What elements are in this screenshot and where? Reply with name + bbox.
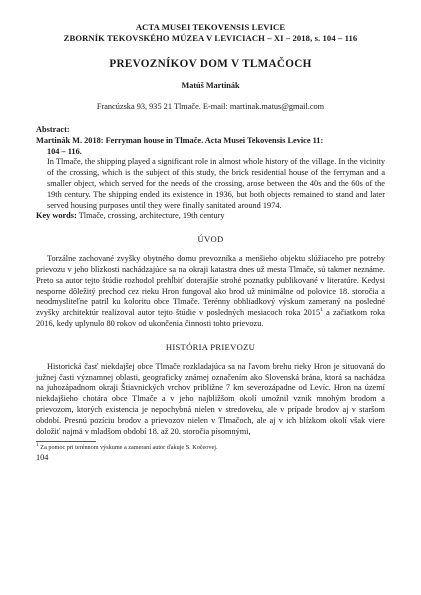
abstract-block xyxy=(36,125,385,222)
page-number: 104 xyxy=(36,453,49,463)
intro-text-b: a začiatkom roka 2016, kedy uplynulo 80 rokov od ukončenia činnosti tohto prievozu. xyxy=(36,308,385,328)
abstract-text: In Tlmače, the shipping played a significant role in almost whole history of the village. In the vicinity of the crossing, which is the subject of this study, the brick residential house of the ferryman and a smaller object, which served for the needs of the crossing, arose between the 40s and the 60s of the 19th century. The shipping ended its existence in 1936, but both objects remained to stand and later served housing purposes until they were finally sanitated around 1974. xyxy=(47,157,385,210)
intro-paragraph xyxy=(36,254,385,330)
journal-name: ACTA MUSEI TEKOVENSIS LEVICE xyxy=(135,22,286,32)
abstract-citation-pages: 104 – 116. xyxy=(47,146,82,156)
intro-text-a: Torzálne zachované zvyšky obytného domu prevozníka a menšieho objektu slúžiaceho pre potreby prievozu v jeho blízkosti nachádzajúce sa na okraji katastra dnes už mesta Tlmače, sú takmer neznáme. Preto sa autor tejto štúdie rozhodol prehĺbiť doterajšie strohé poznatky publikované v literatúre. Kedysi nesporne dôležitý prechod cez rieku Hron fungoval ako brod už minimálne od polovice 18. storočia a neodmysliteľne patril ku koloritu obce Tlmače. Terénny obhliadkový výskum zameraný na posledné zvyšky architektúr realizoval autor tejto štúdie v posledných mesiacoch roka 2015 xyxy=(36,254,385,318)
article-author: Matúš Martinák xyxy=(181,81,240,90)
footnote-text: Za pomoc pri terénnom výskume a zameraní autor ďakuje S. Kočeovej. xyxy=(38,444,218,452)
history-paragraph: Historická časť niekdajšej obce Tlmače rozkladajúca sa na ľavom brehu rieky Hron je situovaná do južnej časti významnej oblasti, geograficky známej označením ako Slovenská brána, ktorá sa nachádza na juhozápadnom okraji Štiavnických vrchov približne 7 km severozápadne od Levíc. Hron na území niekdajšieho chotára obce Tlmače a v jeho najbližšom okolí umožnil vznik mnohým brodom a prievozom, ktorých existencia je nepochybná nielen v stredoveku, ale v prípade brodov aj v staršom období. Presnú pozíciu brodov a prievozov nielen v Tlmačoch, ale aj v ich blízkom okolí však viere doložiť najmä v mladšom období 18. až 20. storočia písomnými, xyxy=(36,361,385,436)
abstract-label: Abstract: xyxy=(36,125,70,134)
author-address: Francúzska 93, 935 21 Tlmače. E-mail: martinak.matus@gmail.com xyxy=(96,102,325,111)
article-title: PREVOZNÍKOV DOM V TLMAČOCH xyxy=(109,58,312,70)
footnote-number: 1 xyxy=(36,442,39,449)
journal-header xyxy=(36,22,385,44)
section-heading-intro: ÚVOD xyxy=(197,234,224,245)
keywords xyxy=(36,211,385,222)
journal-volume-line: ZBORNÍK TEKOVSKÉHO MÚZEA V LEVICIACH – XI – 2018, s. 104 – 116 xyxy=(63,33,358,43)
keywords-list: Tlmače, crossing, architecture, 19th century xyxy=(76,211,225,221)
keywords-label: Key words: xyxy=(36,211,77,221)
footnote xyxy=(36,444,385,452)
section-heading-history: HISTÓRIA PRIEVOZU xyxy=(165,341,256,352)
footnote-divider xyxy=(36,441,96,442)
footnote-ref: 1 xyxy=(320,307,323,314)
abstract-citation: Martinák M. 2018: Ferryman house in Tlmače. Acta Musei Tekovensis Levice 11: xyxy=(36,135,324,145)
